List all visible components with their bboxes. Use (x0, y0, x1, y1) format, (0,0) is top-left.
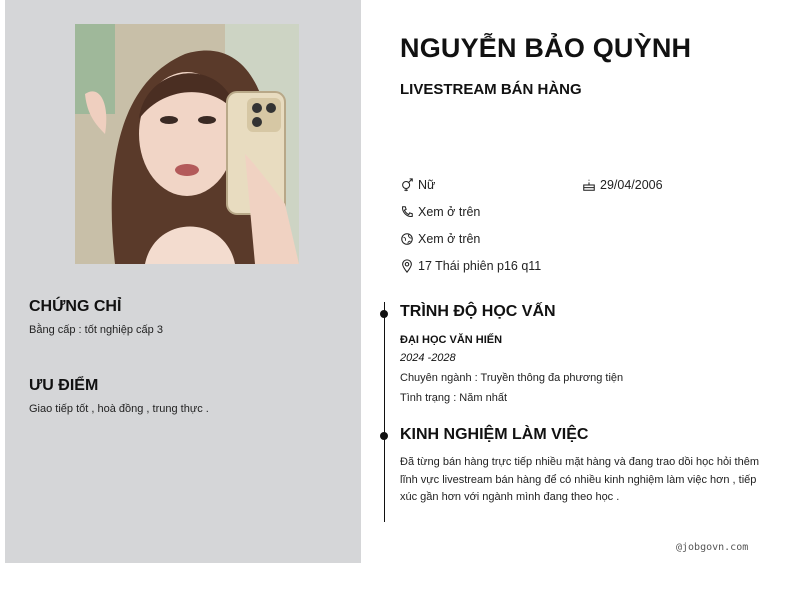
job-title: LIVESTREAM BÁN HÀNG (400, 81, 582, 98)
portrait-illustration (75, 24, 299, 264)
phone-icon (400, 205, 414, 219)
certificates-section (29, 298, 349, 336)
education-major: Chuyên ngành : Truyền thông đa phương tiện (400, 372, 624, 384)
education-years: 2024 -2028 (400, 352, 456, 364)
certificates-title: CHỨNG CHỈ (29, 298, 122, 315)
globe-icon (400, 232, 414, 246)
sidebar (5, 0, 361, 563)
birthday-value: 29/04/2006 (600, 178, 663, 192)
birthday-row (582, 178, 663, 192)
strengths-text: Giao tiếp tốt , hoà đồng , trung thực . (29, 403, 209, 415)
experience-dot (380, 432, 388, 440)
timeline-line (384, 302, 385, 522)
phone-value: Xem ở trên (418, 205, 481, 219)
strengths-title: ƯU ĐIỂM (29, 377, 99, 394)
candidate-name: NGUYỄN BẢO QUỲNH (400, 33, 692, 63)
address-row (400, 259, 541, 273)
education-status: Tình trạng : Năm nhất (400, 392, 507, 404)
watermark: @jobgovn.com (676, 542, 749, 553)
gender-row (400, 178, 435, 192)
education-title: TRÌNH ĐỘ HỌC VẤN (400, 303, 556, 320)
cake-icon (582, 178, 596, 192)
profile-photo (75, 24, 299, 264)
education-dot (380, 310, 388, 318)
certificates-text: Bằng cấp : tốt nghiệp cấp 3 (29, 324, 163, 336)
location-pin-icon (400, 259, 414, 273)
address-value: 17 Thái phiên p16 q11 (418, 259, 542, 273)
education-school: ĐẠI HỌC VĂN HIẾN (400, 334, 503, 346)
phone-row (400, 205, 480, 219)
gender-value: Nữ (418, 178, 436, 192)
gender-icon (400, 178, 414, 192)
experience-title: KINH NGHIỆM LÀM VIỆC (400, 426, 589, 443)
email-value: Xem ở trên (418, 232, 481, 246)
strengths-section (29, 377, 349, 415)
email-row (400, 232, 480, 246)
experience-text: Đã từng bán hàng trực tiếp nhiều mặt hàng và đang trao dồi học hỏi thêm lĩnh vực livestream bán hàng để có nhiều kinh nghiệm làm việc hơn , tiếp xúc gần hơn với ngành mình đang theo học . (400, 456, 760, 503)
